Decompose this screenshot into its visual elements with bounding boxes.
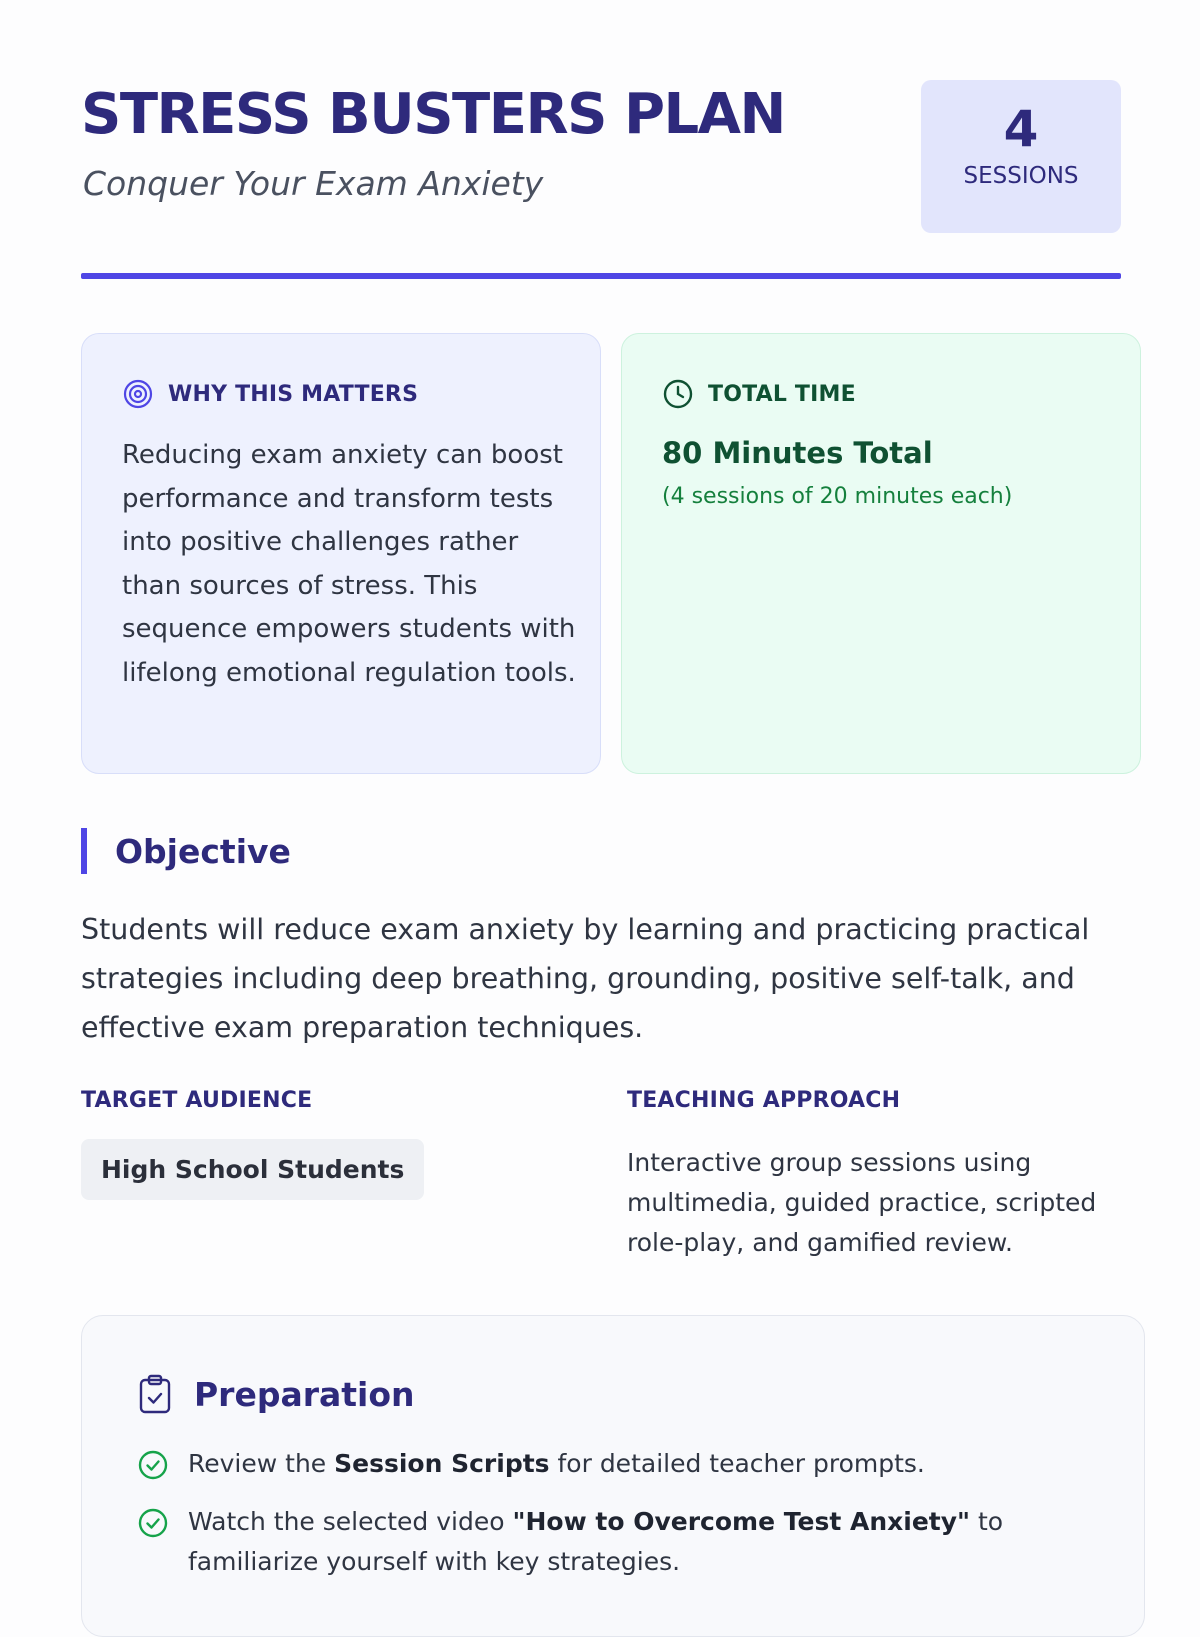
check-circle-icon — [138, 1508, 168, 1538]
session-scripts-emphasis: Session Scripts — [334, 1449, 550, 1478]
objective-title: Objective — [115, 831, 291, 871]
list-item-text: Review the Session Scripts for detailed teacher prompts. — [188, 1449, 925, 1478]
target-audience-block — [81, 1088, 561, 1200]
why-card-header — [122, 374, 580, 414]
why-card-title: WHY THIS MATTERS — [168, 381, 419, 407]
list-item — [138, 1444, 1112, 1484]
lesson-plan-page — [81, 0, 1121, 1576]
why-card-body: Reducing exam anxiety can boost performance and transform tests into positive challenges rather than sources of stress. This sequence empowers students with lifelong emotional regulation tools. — [122, 440, 576, 688]
objective-header — [81, 827, 1121, 875]
target-audience-label: TARGET AUDIENCE — [81, 1088, 313, 1113]
page-title: STRESS BUSTERS PLAN — [81, 82, 785, 147]
sessions-label: SESSIONS — [963, 163, 1079, 189]
why-this-matters-card — [81, 333, 601, 774]
header-divider — [81, 273, 1121, 279]
session-breakdown: (4 sessions of 20 minutes each) — [662, 484, 1013, 509]
time-card-title: TOTAL TIME — [708, 381, 856, 407]
teaching-approach-label: TEACHING APPROACH — [627, 1088, 901, 1113]
preparation-card — [81, 1315, 1145, 1637]
preparation-header — [138, 1372, 1112, 1416]
list-item-text: Watch the selected video "How to Overcome Test Anxiety" to familiarize yourself with key strategies. — [188, 1507, 1004, 1576]
preparation-title: Preparation — [194, 1374, 415, 1414]
clock-icon — [662, 378, 694, 410]
teaching-approach-body: Interactive group sessions using multimedia, guided practice, scripted role-play, and gamified review. — [627, 1148, 1097, 1257]
target-icon — [122, 378, 154, 410]
video-title-emphasis: "How to Overcome Test Anxiety" — [512, 1507, 971, 1536]
objective-section — [81, 827, 1121, 1052]
sessions-badge — [921, 80, 1121, 233]
preparation-list — [138, 1444, 1112, 1582]
total-time-card — [621, 333, 1141, 774]
check-circle-icon — [138, 1450, 168, 1480]
objective-body: Students will reduce exam anxiety by learning and practicing practical strategies including deep breathing, grounding, positive self-talk, and effective exam preparation techniques. — [81, 913, 1090, 1044]
clipboard-check-icon — [138, 1374, 172, 1414]
list-item — [138, 1502, 1112, 1582]
info-cards — [81, 333, 1121, 774]
plan-header — [81, 0, 1121, 280]
objective-accent-bar — [81, 828, 87, 874]
time-card-header — [662, 374, 1120, 414]
target-audience-chip: High School Students — [81, 1139, 424, 1200]
teaching-approach-block — [627, 1088, 1121, 1263]
page-subtitle: Conquer Your Exam Anxiety — [83, 164, 544, 203]
sessions-count: 4 — [1003, 100, 1039, 158]
total-minutes: 80 Minutes Total — [662, 436, 933, 470]
